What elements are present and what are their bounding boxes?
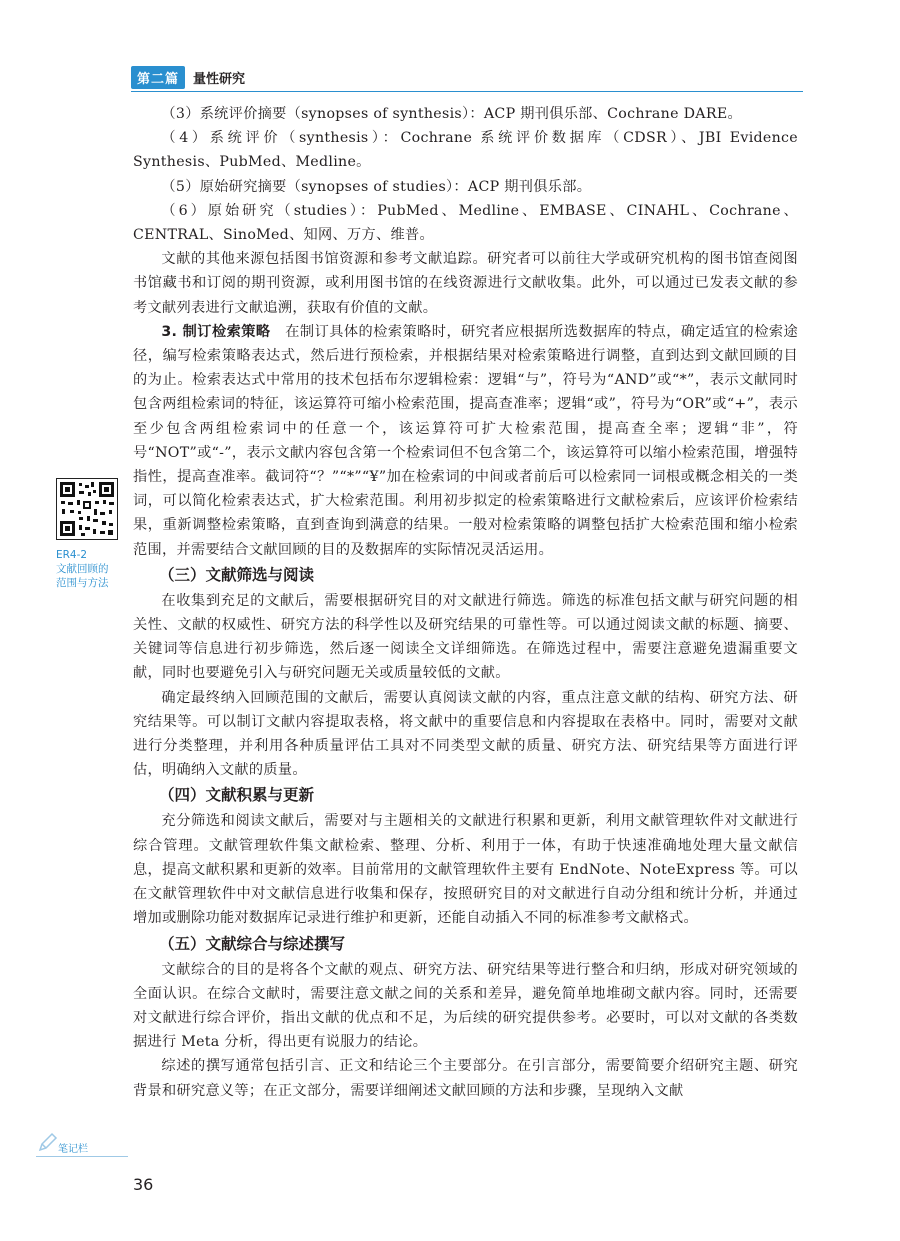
paragraph: 在收集到充足的文献后，需要根据研究目的对文献进行筛选。筛选的标准包括文献与研究问题的相关性、文献的权威性、研究方法的科学性以及研究结果的可靠性等。可以通过阅读文献的标题、摘要、关键词等信息进行初步筛选，然后逐一阅读全文详细筛选。在筛选过程中，需要注意避免遗漏重要文献，同时也要避免引入与研究问题无关或质量较低的文献。	[133, 592, 798, 682]
body-text	[133, 102, 798, 1103]
resource-sidebar	[56, 478, 126, 590]
paragraph-text: 在制订具体的检索策略时，研究者应根据所选数据库的特点，确定适宜的检索途径，编写检索策略表达式，然后进行预检索，并根据结果对检索策略进行调整，直到达到文献回顾的目的为止。检索表达式中常用的技术包括布尔逻辑检索：逻辑“与”，符号为“AND”或“*”，表示文献同时包含两组检索词的特征，该运算符可缩小检索范围，提高查准率；逻辑“或”，符号为“OR”或“+”，表示至少包含两组检索词中的任意一个，该运算符可扩大检索范围，提高查全率；逻辑“非”，符号“NOT”或“-”，表示文献内容包含第一个检索词但不包含第二个，该运算符可以缩小检索范围，增强特指性，提高查准率。截词符“？”“*”“¥”加在检索词的中间或者前后可以检索同一词根或概念相关的一类词，可以简化检索表达式，扩大检索范围。利用初步拟定的检索策略进行文献检索后，应该评价检索结果，重新调整检索策略，直到查询到满意的结果。一般对检索策略的调整包括扩大检索范围和缩小检索范围，并需要结合文献回顾的目的及数据库的实际情况灵活运用。	[133, 323, 798, 558]
header-divider	[131, 91, 803, 92]
section-heading: （五）文献综合与综述撰写	[159, 934, 346, 953]
pencil-icon	[36, 1130, 60, 1154]
qr-caption	[56, 548, 126, 590]
notes-divider	[36, 1156, 128, 1157]
paragraph: 文献综合的目的是将各个文献的观点、研究方法、研究结果等进行整合和归纳，形成对研究领域的全面认识。在综合文献时，需要注意文献之间的关系和差异，避免简单地堆砌文献内容。同时，还需要对文献进行综合评价，指出文献的优点和不足，为后续的研究提供参考。必要时，可以对文献的各类数据进行 Meta 分析，得出更有说服力的结论。	[133, 961, 798, 1051]
paragraph-lead: 3. 制订检索策略	[161, 323, 271, 340]
list-item: （6）原始研究（studies）：PubMed、Medline、EMBASE、CINAHL、Cochrane、CENTRAL、SinoMed、知网、万方、维普。	[133, 202, 798, 244]
notes-label: 笔记栏	[58, 1144, 88, 1155]
qr-code-id: ER4-2	[56, 549, 88, 561]
qr-caption-line: 范围与方法	[56, 577, 109, 589]
paragraph: 充分筛选和阅读文献后，需要对与主题相关的文献进行积累和更新，利用文献管理软件对文献进行综合管理。文献管理软件集文献检索、整理、分析、利用于一体，有助于快速准确地处理大量文献信息，提高文献积累和更新的效率。目前常用的文献管理软件主要有 EndNote、NoteExpress 等。可以在文献管理软件中对文献信息进行收集和保存，按照研究目的对文献进行自动分组和统计分析，并通过增加或删除功能对数据库记录进行维护和更新，还能自动插入不同的标准参考文献格式。	[133, 813, 798, 927]
qr-code-icon[interactable]	[56, 478, 118, 540]
list-item: （5）原始研究摘要（synopses of studies）：ACP 期刊俱乐部。	[161, 178, 592, 195]
paragraph: 文献的其他来源包括图书馆资源和参考文献追踪。研究者可以前往大学或研究机构的图书馆查阅图书馆藏书和订阅的期刊资源，或利用图书馆的在线资源进行文献收集。此外，可以通过已发表文献的参考文献列表进行文献追溯，获取有价值的文献。	[133, 251, 798, 316]
section-heading: （四）文献积累与更新	[159, 786, 315, 805]
section-heading: （三）文献筛选与阅读	[159, 565, 315, 584]
page-number: 36	[133, 1175, 154, 1194]
running-header	[131, 66, 245, 88]
part-badge: 第二篇	[131, 66, 185, 89]
part-title: 量性研究	[193, 71, 246, 87]
list-item: （4）系统评价（synthesis）：Cochrane 系统评价数据库（CDSR）、JBI Evidence Synthesis、PubMed、Medline。	[133, 130, 798, 171]
list-item: （3）系统评价摘要（synopses of synthesis）：ACP 期刊俱乐部、Cochrane DARE。	[161, 106, 742, 122]
paragraph: 综述的撰写通常包括引言、正文和结论三个主要部分。在引言部分，需要简要介绍研究主题、研究背景和研究意义等；在正文部分，需要详细阐述文献回顾的方法和步骤，呈现纳入文献	[133, 1058, 798, 1099]
notes-area	[36, 1128, 126, 1158]
paragraph	[133, 320, 798, 562]
paragraph: 确定最终纳入回顾范围的文献后，需要认真阅读文献的内容，重点注意文献的结构、研究方法、研究结果等。可以制订文献内容提取表格，将文献中的重要信息和内容提取在表格中。同时，需要对文献进行分类整理，并利用各种质量评估工具对不同类型文献的质量、研究方法、研究结果等方面进行评估，明确纳入文献的质量。	[133, 689, 798, 779]
qr-caption-line: 文献回顾的	[56, 563, 109, 575]
